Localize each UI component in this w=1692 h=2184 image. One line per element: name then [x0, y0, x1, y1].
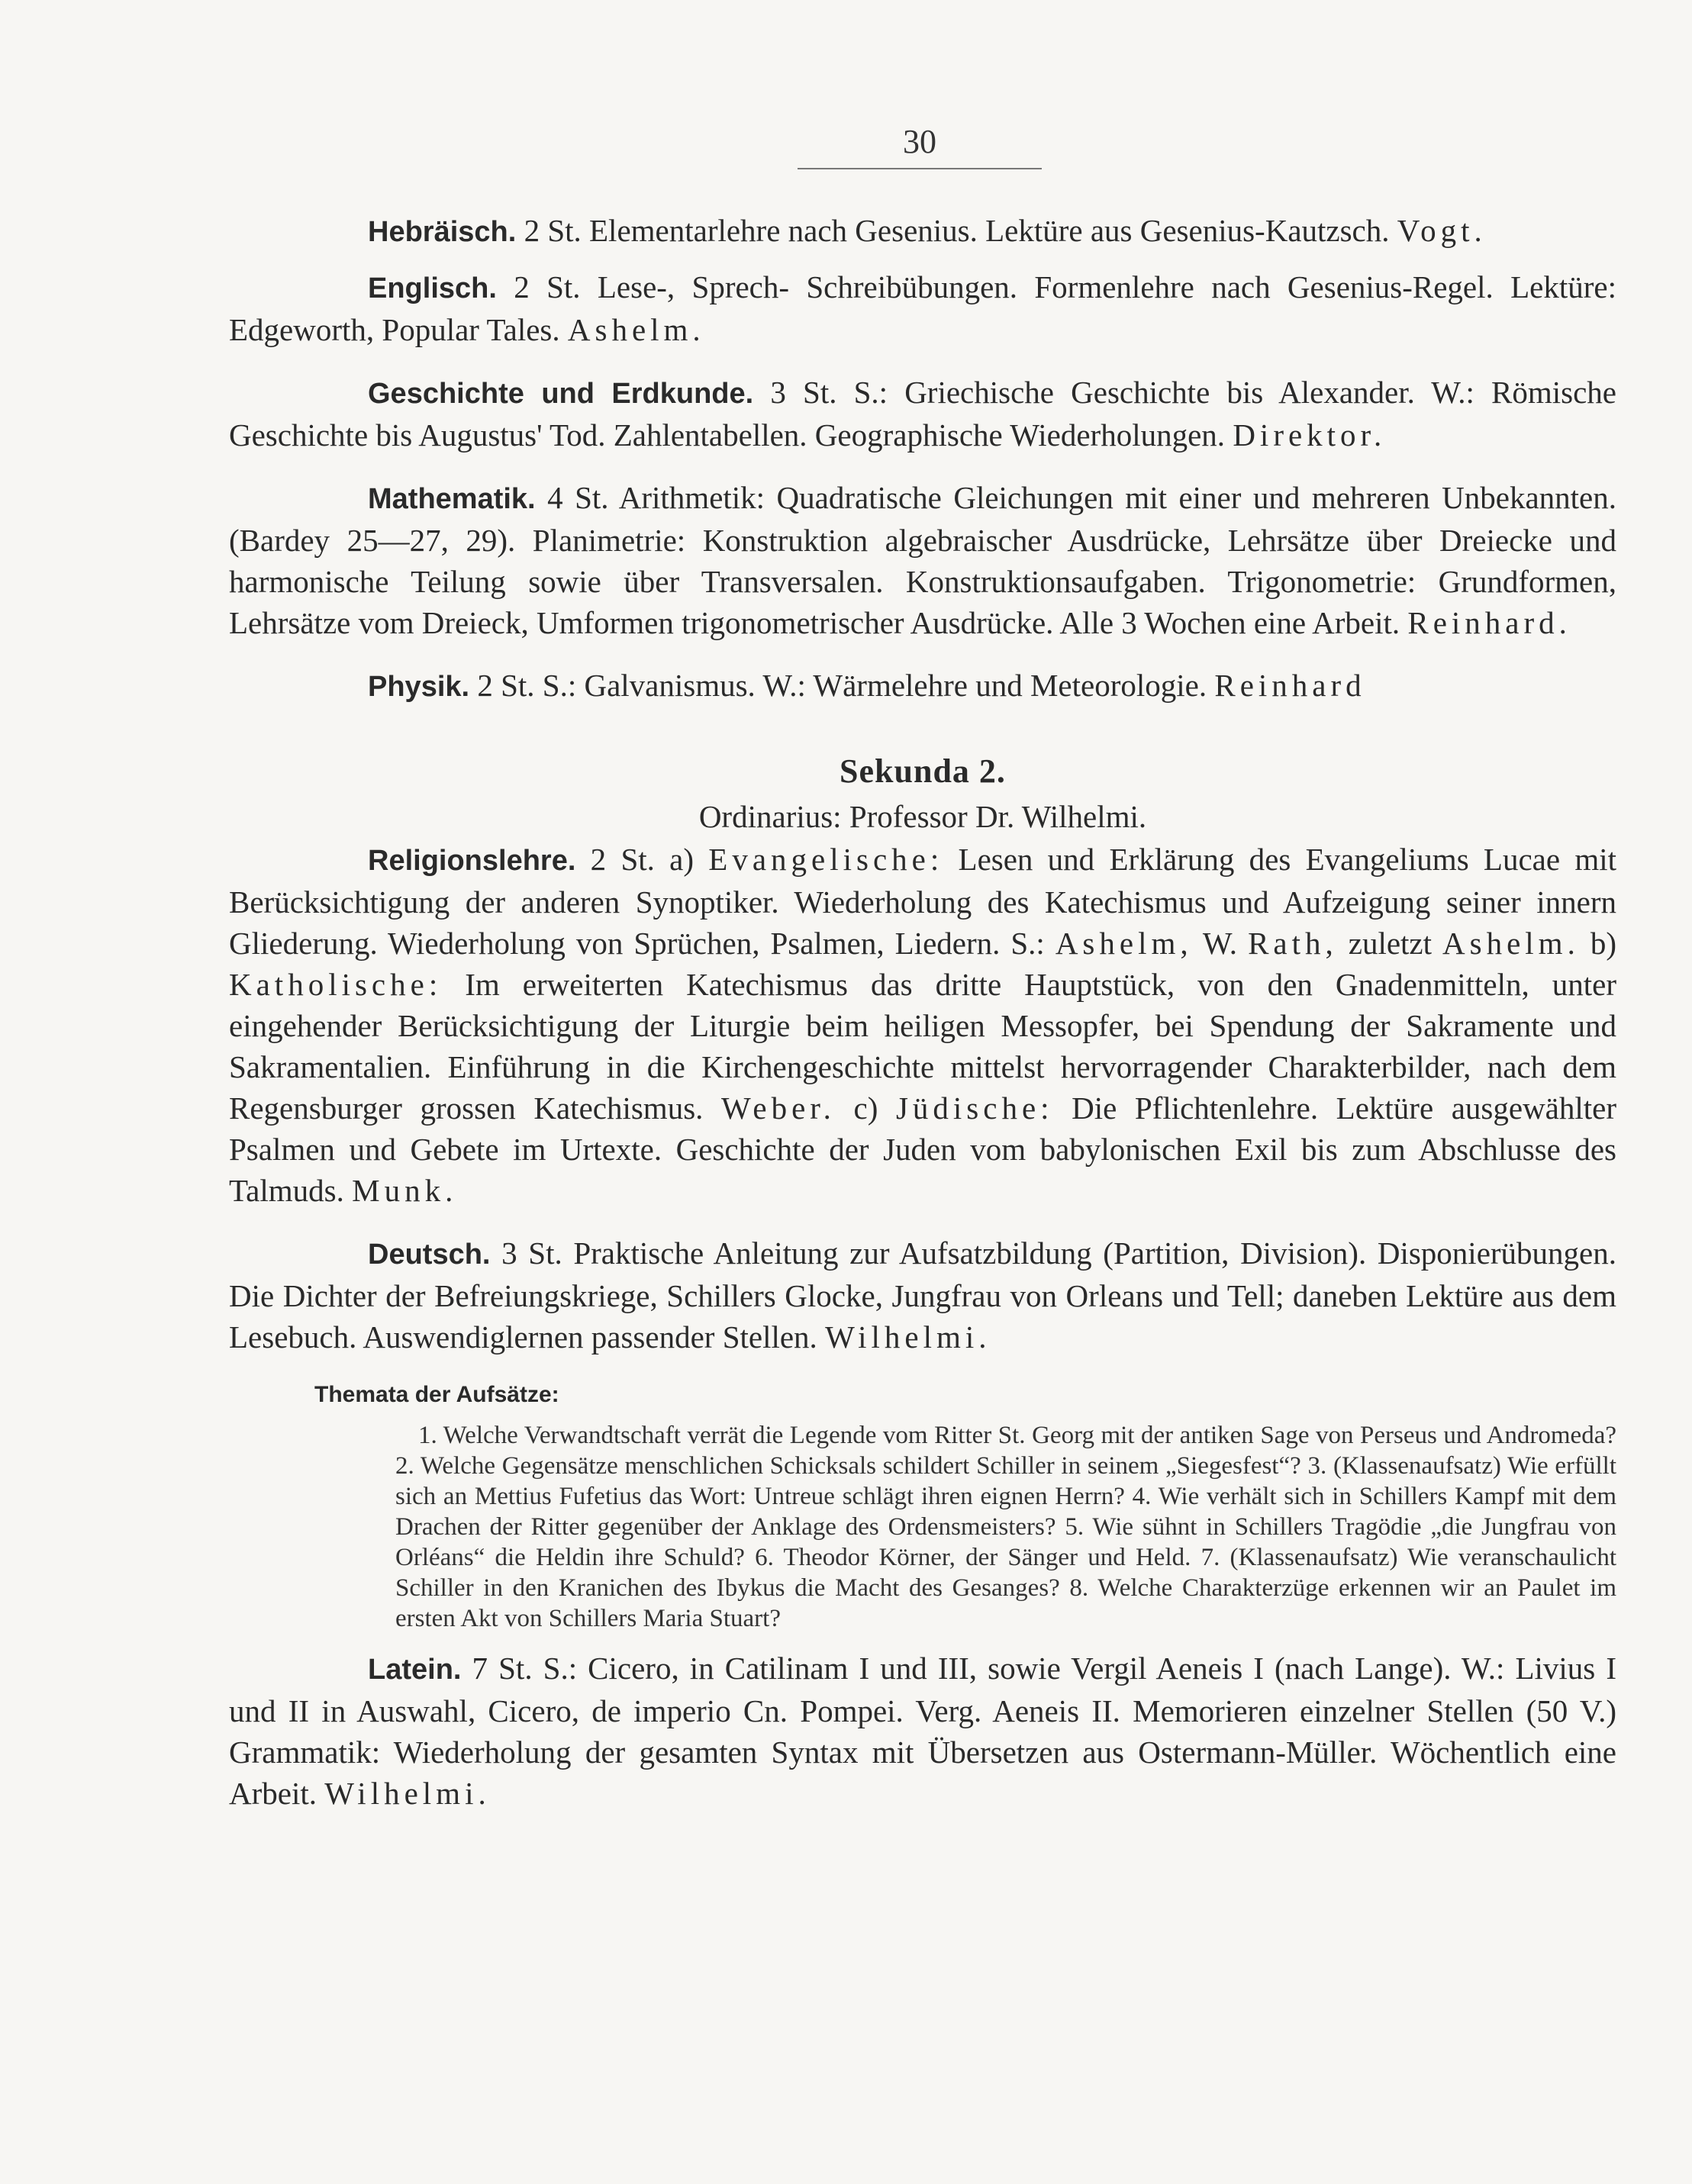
teacher-name: Ashelm. — [567, 312, 705, 347]
paragraph-text: W. — [1192, 926, 1249, 961]
paragraph-hebraeisch — [229, 210, 1616, 253]
paragraph-text: 7 St. S.: Cicero, in Catilinam I und III, sowie Vergil Aeneis I (nach Lange). W.: Livius I und II in Auswahl, Cicero, de imperio Cn. Pompei. Verg. Aeneis II. Memorieren einzelner Stellen (50 V.) Grammatik: Wiederholung der gesamten Syntax mit Übersetzen aus Ostermann-Müller. Wöchentlich eine Arbeit. — [229, 1651, 1616, 1811]
teacher-name: Munk. — [352, 1173, 458, 1208]
subject-heading: Religionslehre. — [368, 845, 576, 877]
subject-heading: Englisch. — [368, 272, 497, 304]
paragraph-text: 2 St. Elementarlehre nach Gesenius. Lektüre aus Gesenius-Kautzsch. — [516, 213, 1397, 248]
paragraph-physik — [229, 665, 1616, 707]
teacher-name: Reinhard — [1214, 668, 1366, 703]
subject-heading: Deutsch. — [368, 1239, 491, 1271]
paragraph-deutsch — [229, 1232, 1616, 1358]
paragraph-mathematik — [229, 477, 1616, 643]
paragraph-religionslehre — [229, 839, 1616, 1211]
paragraph-text: 2 St. a) — [575, 842, 709, 877]
denomination-label: Katholische: — [229, 967, 443, 1002]
subject-heading: Geschichte und Erdkunde. — [368, 378, 754, 410]
teacher-name: Wilhelmi. — [324, 1776, 491, 1811]
paragraph-text: 4 St. Arithmetik: Quadratische Gleichungen mit einer und mehreren Unbekannten. (Bardey 25—27, 29). Planimetrie: Konstruktion algebraischer Ausdrücke, Lehrsätze über Dreiecke und harmonische Teilung sowie über Transversalen. Konstruktionsaufgaben. Trigonometrie: Grundformen, Lehrsätze vom Dreieck, Umformen trigonometrischer Ausdrücke. Alle 3 Wochen eine Arbeit. — [229, 480, 1616, 640]
paragraph-text: b) — [1579, 926, 1616, 961]
paragraph-text: 2 St. S.: Galvanismus. W.: Wärmelehre und Meteorologie. — [469, 668, 1215, 703]
teacher-name: Ashelm. — [1442, 926, 1580, 961]
paragraph-geschichte — [229, 372, 1616, 456]
paragraph-text: 3 St. Praktische Anleitung zur Aufsatzbildung (Partition, Division). Disponierübungen. Die Dichter der Befreiungskriege, Schillers Glocke, Jungfrau von Orleans und Tell; daneben Lektüre aus dem Lesebuch. Auswendiglernen passender Stellen. — [229, 1235, 1616, 1355]
teacher-name: Rath, — [1248, 926, 1338, 961]
teacher-name: Direktor. — [1233, 417, 1387, 453]
ordinarius-line: Ordinarius: Professor Dr. Wilhelmi. — [698, 799, 1147, 834]
page-content — [229, 210, 1616, 1814]
denomination-label: Jüdische: — [895, 1090, 1054, 1126]
paragraph-text: zuletzt — [1337, 926, 1443, 961]
teacher-name: Reinhard. — [1407, 605, 1571, 640]
section-title: Sekunda 2. — [840, 752, 1006, 790]
paragraph-text: Die Pflichtenlehre. Lektüre ausgewählter Psalmen und Gebete im Urtexte. Geschichte der Juden vom babylonischen Exil bis zum Abschlusse des Talmuds. — [229, 1090, 1617, 1208]
subject-heading: Mathematik. — [368, 483, 536, 515]
paragraph-latein — [229, 1648, 1616, 1814]
subject-heading: Hebräisch. — [368, 216, 517, 248]
page-number-rule — [798, 168, 1042, 169]
paragraph-text: 2 St. Lese-, Sprech- Schreibübungen. Formenlehre nach Gesenius-Regel. Lektüre: Edgeworth, Popular Tales. — [229, 269, 1616, 347]
themata-list: 1. Welche Verwandtschaft verrät die Legende vom Ritter St. Georg mit der antiken Sage von Perseus und Andromeda? 2. Welche Gegensätze menschlichen Schicksals schildert Schiller in seinem „Siegesfest“? 3. (Klassenaufsatz) Wie erfüllt sich an Mettius Fufetius das Wort: Untreue schlägt ihren eignen Herrn? 4. Wie verhält sich in Schillers Kampf mit dem Drachen der Ritter gegenüber der Anklage des Ordensmeisters? 5. Wie sühnt in Schillers Tragödie „die Jungfrau von Orléans“ die Heldin ihre Schuld? 6. Theodor Körner, der Sänger und Held. 7. (Klassenaufsatz) Wie veranschaulicht Schiller in den Kranichen des Ibykus die Macht des Gesanges? 8. Welche Charakterzüge erkennen wir an Paulet im ersten Akt von Schillers Maria Stuart? — [395, 1422, 1616, 1632]
teacher-name: Wilhelmi. — [825, 1319, 991, 1355]
paragraph-englisch — [229, 266, 1616, 350]
page-number: 30 — [903, 123, 936, 160]
teacher-name: Vogt. — [1397, 213, 1487, 248]
subject-heading: Physik. — [368, 671, 470, 703]
teacher-name: Weber. — [720, 1090, 836, 1126]
denomination-label: Evangelische: — [708, 842, 944, 877]
teacher-name: Ashelm, — [1055, 926, 1193, 961]
paragraph-text: c) — [835, 1090, 896, 1126]
themata-heading: Themata der Aufsätze: — [314, 1382, 559, 1407]
subject-heading: Latein. — [368, 1654, 462, 1686]
paragraph-text: 3 St. S.: Griechische Geschichte bis Alexander. W.: Römische Geschichte bis Augustus' Tod. Zahlentabellen. Geographische Wiederholungen. — [229, 375, 1616, 453]
paragraph-text: Lesen und Erklärung des Evangeliums Lucae mit Berücksichtigung der anderen Synoptiker. Wiederholung des Katechismus und Aufzeigung seiner innern Gliederung. Wiederholung von Sprüchen, Psalmen, Liedern. S.: — [229, 842, 1616, 961]
paragraph-text: Im erweiterten Katechismus das dritte Hauptstück, von den Gnadenmitteln, unter eingehender Berücksichtigung der Liturgie beim heiligen Messopfer, bei Spendung der Sakramente und Sakramentalien. Einführung in die Kirchengeschichte mittelst hervorragender Charakterbilder, nach dem Regensburger grossen Katechismus. — [229, 967, 1616, 1126]
